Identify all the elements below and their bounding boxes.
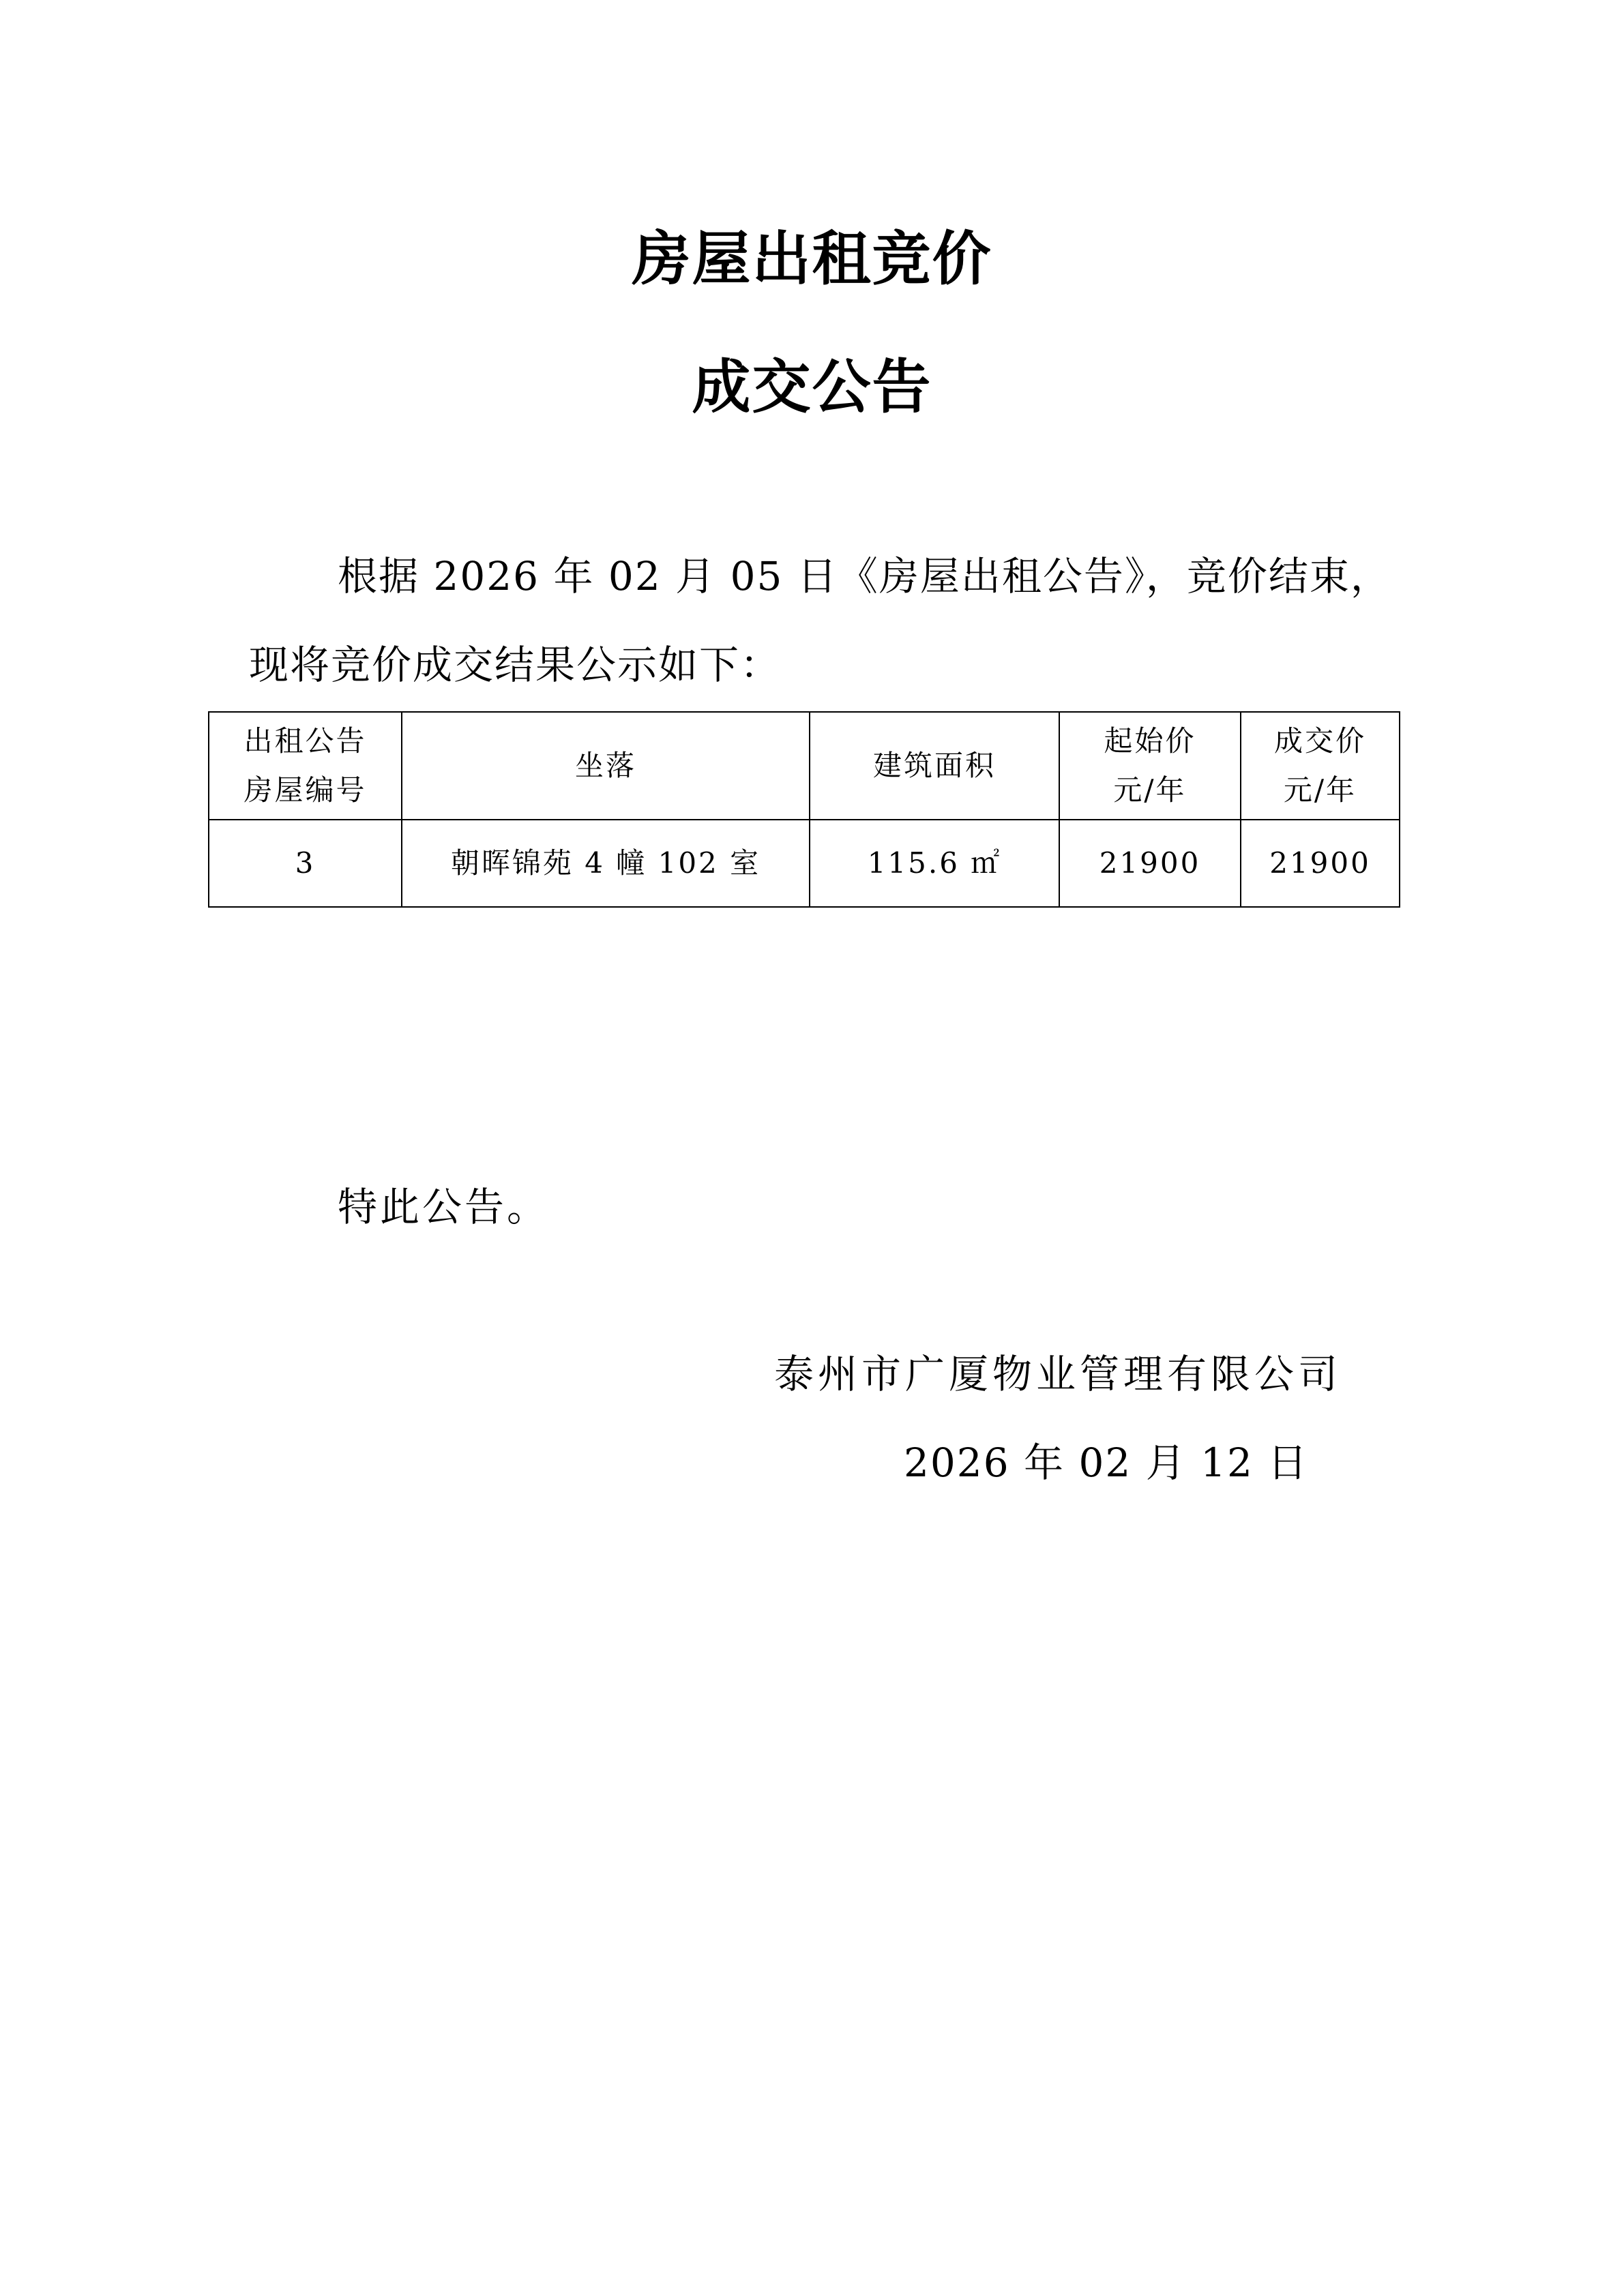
cell-start-price: 21900 — [1059, 820, 1241, 907]
intro-paragraph-line-2: 现将竞价成交结果公示如下： — [249, 642, 782, 688]
table-header-row — [209, 712, 1400, 820]
cell-area: 115.6 ㎡ — [810, 820, 1059, 907]
document-title: 房屋出租竞价 — [632, 225, 992, 293]
issuer-name: 泰州市广厦物业管理有限公司 — [774, 1351, 1342, 1397]
intro-paragraph-line-1: 根据 2026 年 02 月 05 日《房屋出租公告》，竞价结束， — [338, 553, 1391, 599]
cell-location: 朝晖锦苑 4 幢 102 室 — [402, 820, 810, 907]
closing-remark: 特此公告。 — [338, 1184, 550, 1230]
document-subtitle: 成交公告 — [692, 353, 932, 421]
header-cell-number: 出租公告 房屋编号 — [209, 712, 402, 820]
result-table — [208, 711, 1400, 908]
header-cell-area: 建筑面积 — [810, 712, 1059, 820]
cell-number: 3 — [209, 820, 402, 907]
table-row — [209, 820, 1400, 907]
header-cell-deal-price: 成交价 元/年 — [1241, 712, 1400, 820]
cell-deal-price: 21900 — [1241, 820, 1400, 907]
header-cell-location: 坐落 — [402, 712, 810, 820]
issue-date: 2026 年 02 月 12 日 — [904, 1440, 1309, 1486]
header-cell-start-price: 起始价 元/年 — [1059, 712, 1241, 820]
